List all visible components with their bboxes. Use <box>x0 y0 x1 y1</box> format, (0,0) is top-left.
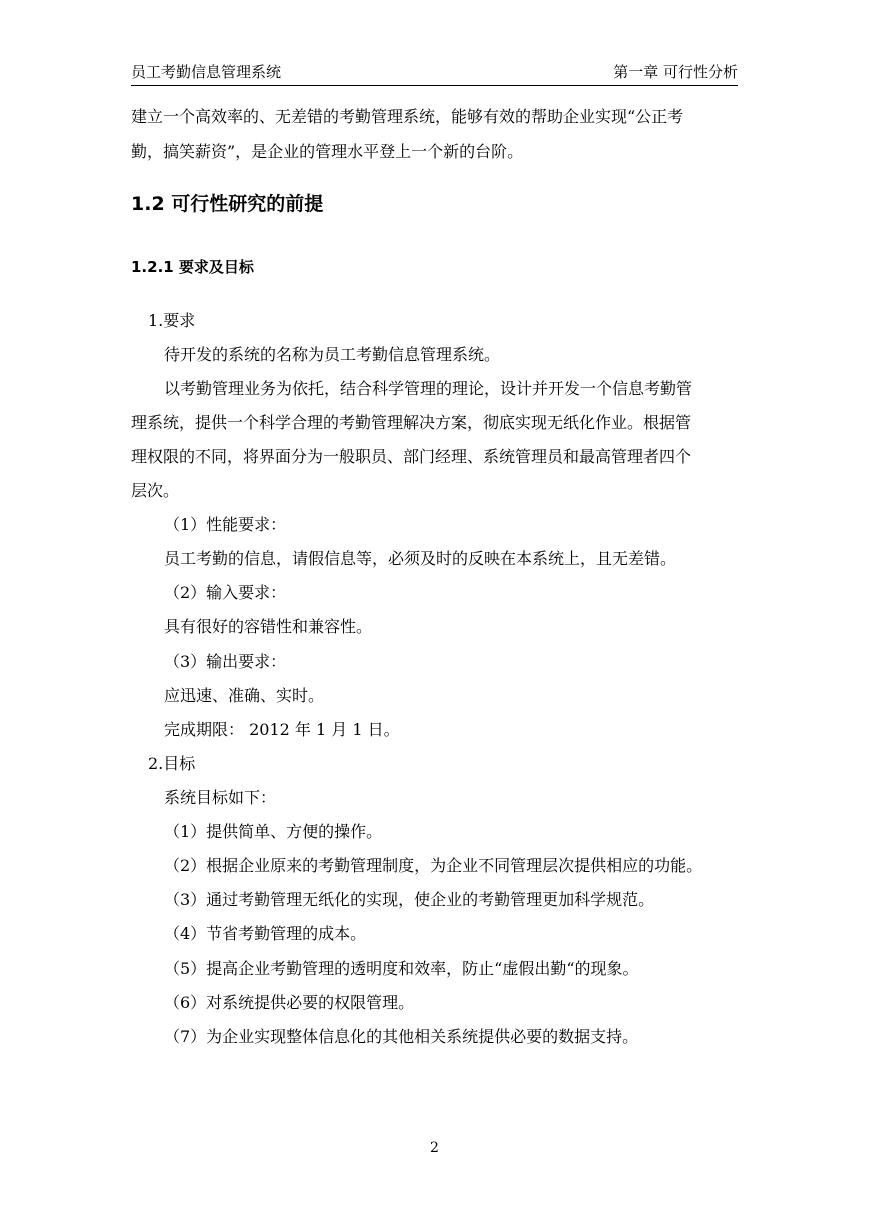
input-text: 具有很好的容错性和兼容性。 <box>164 617 373 636</box>
goal-item: （7）为企业实现整体信息化的其他相关系统提供必要的数据支持。 <box>164 1027 639 1046</box>
requirements-para-line: 理权限的不同，将界面分为一般职员、部门经理、系统管理员和最高管理者四个 <box>131 447 692 466</box>
performance-text: 员工考勤的信息，请假信息等，必须及时的反映在本系统上，且无差错。 <box>164 549 677 568</box>
goal-item: （3）通过考勤管理无纸化的实现，使企业的考勤管理更加科学规范。 <box>164 890 655 909</box>
input-label: （2）输入要求： <box>164 583 287 602</box>
section-heading: 1.2 可行性研究的前提 <box>131 193 324 215</box>
goal-item: （1）提供简单、方便的操作。 <box>164 822 383 841</box>
system-name-line: 待开发的系统的名称为员工考勤信息管理系统。 <box>164 345 501 364</box>
goals-intro: 系统目标如下： <box>164 788 277 807</box>
header-chapter: 第一章 可行性分析 <box>613 63 738 81</box>
performance-label: （1）性能要求： <box>164 515 287 534</box>
output-label: （3）输出要求： <box>164 652 287 671</box>
page-number: 2 <box>430 1140 439 1156</box>
requirements-para-line: 以考勤管理业务为依托，结合科学管理的理论，设计并开发一个信息考勤管 <box>164 379 693 398</box>
goal-item: （5）提高企业考勤管理的透明度和效率，防止“虚假出勤“的现象。 <box>164 959 639 978</box>
subsection-heading: 1.2.1 要求及目标 <box>131 258 254 276</box>
header-title: 员工考勤信息管理系统 <box>131 63 282 81</box>
intro-line-2: 勤，搞笑薪资”，是企业的管理水平登上一个新的台阶。 <box>131 142 524 161</box>
goal-item: （2）根据企业原来的考勤管理制度，为企业不同管理层次提供相应的功能。 <box>164 856 703 875</box>
intro-line-1: 建立一个高效率的、无差错的考勤管理系统，能够有效的帮助企业实现“公正考 <box>131 107 684 126</box>
deadline-line: 完成期限： 2012 年 1 月 1 日。 <box>164 720 400 739</box>
goal-item: （4）节省考勤管理的成本。 <box>164 924 367 943</box>
output-text: 应迅速、准确、实时。 <box>164 686 325 705</box>
requirements-title: 1.要求 <box>148 311 196 330</box>
requirements-para-line: 层次。 <box>131 481 180 500</box>
goal-item: （6）对系统提供必要的权限管理。 <box>164 993 415 1012</box>
header-rule <box>131 85 738 86</box>
requirements-para-line: 理系统，提供一个科学合理的考勤管理解决方案，彻底实现无纸化作业。根据管 <box>131 413 692 432</box>
goals-title: 2.目标 <box>148 754 196 773</box>
